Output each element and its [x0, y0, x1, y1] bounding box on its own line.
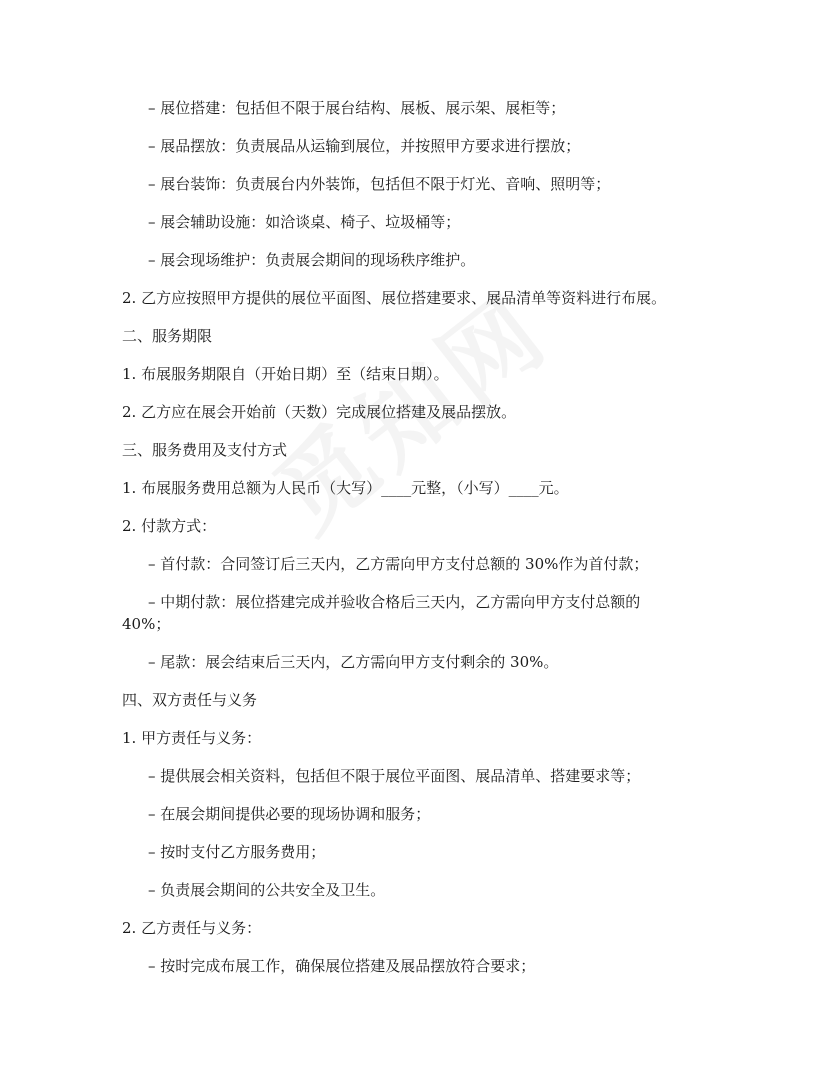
numbered-item: 2. 乙方应在展会开始前（天数）完成展位搭建及展品摆放。	[122, 403, 517, 421]
list-item: – 展会辅助设施：如洽谈桌、椅子、垃圾桶等；	[148, 213, 461, 231]
list-item: – 按时支付乙方服务费用；	[148, 843, 326, 861]
list-item-continuation: 40%；	[122, 615, 171, 633]
numbered-item: 1. 甲方责任与义务：	[122, 729, 262, 747]
list-item: – 展台装饰：负责展台内外装饰，包括但不限于灯光、音响、照明等；	[148, 175, 611, 193]
numbered-item: 2. 乙方应按照甲方提供的展位平面图、展位搭建要求、展品清单等资料进行布展。	[122, 289, 667, 307]
section-heading: 二、服务期限	[122, 327, 213, 345]
numbered-item: 2. 付款方式：	[122, 517, 217, 535]
numbered-item: 1. 布展服务期限自（开始日期）至（结束日期）。	[122, 365, 449, 383]
numbered-item: 1. 布展服务费用总额为人民币（大写）____元整，（小写）____元。	[122, 479, 569, 497]
section-heading: 三、服务费用及支付方式	[122, 441, 288, 459]
list-item: – 展品摆放：负责展品从运输到展位，并按照甲方要求进行摆放；	[148, 137, 581, 155]
list-item: – 展会现场维护：负责展会期间的现场秩序维护。	[148, 251, 476, 269]
list-item: – 提供展会相关资料，包括但不限于展位平面图、展品清单、搭建要求等；	[148, 767, 641, 785]
list-item: – 在展会期间提供必要的现场协调和服务；	[148, 805, 431, 823]
list-item: – 首付款：合同签订后三天内，乙方需向甲方支付总额的 30%作为首付款；	[148, 555, 649, 573]
list-item: – 中期付款：展位搭建完成并验收合格后三天内，乙方需向甲方支付总额的	[148, 593, 641, 611]
list-item: – 展位搭建：包括但不限于展台结构、展板、展示架、展柜等；	[148, 99, 566, 117]
numbered-item: 2. 乙方责任与义务：	[122, 919, 262, 937]
list-item: – 按时完成布展工作，确保展位搭建及展品摆放符合要求；	[148, 957, 536, 975]
list-item: – 尾款：展会结束后三天内，乙方需向甲方支付剩余的 30%。	[148, 653, 559, 671]
list-item: – 负责展会期间的公共安全及卫生。	[148, 881, 386, 899]
section-heading: 四、双方责任与义务	[122, 691, 258, 709]
